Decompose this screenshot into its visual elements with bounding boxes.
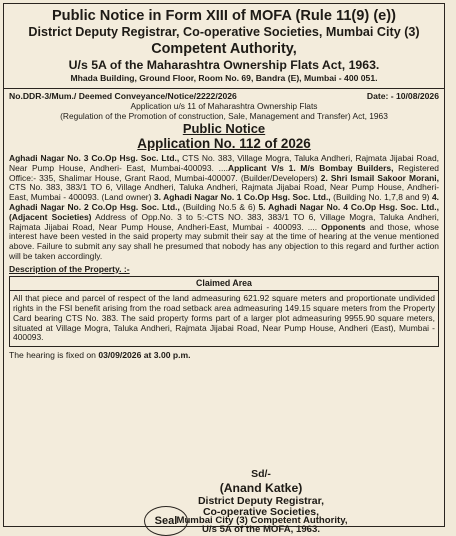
opponent-3: 3. Aghadi Nagar No. 1 Co.Op Hsg. Soc. Ltd.,	[153, 192, 331, 203]
header-line4: U/s 5A of the Maharashtra Ownership Flats Act, 1963.	[68, 57, 380, 72]
public-notice-title: Public Notice	[182, 121, 266, 136]
description-label: Description of the Property. :-	[9, 263, 130, 274]
claimed-area-heading: Claimed Area	[10, 277, 438, 291]
opponent-2-address: CTS No. 383, 383/1 TO 6, Village Andheri, Taluka Andheri, Rajmata Jijabai Road, Near Pump House, Andheri-East, Mumbai - 400093. (Land owner)	[9, 182, 439, 203]
reference-number: No.DDR-3/Mum./ Deemed Conveyance/Notice/2222/2026	[9, 90, 237, 101]
signatory-title2: Co-operative Societies,	[202, 506, 320, 518]
applicant-address: CTS No. 383, Village Mogra, Taluka Andheri, Rajmata Jijabai Road, Near Pump House, Andheri- East, Mumbai-400093. ....	[9, 153, 439, 173]
header-line2: District Deputy Registrar, Co-operative Societies, Mumbai City (3)	[28, 25, 420, 39]
signatory-title4: U/s 5A of the MOFA, 1963.	[202, 524, 320, 535]
opponent-4: 4. Aghadi Nagar No. 2 Co.Op Hsg. Soc. Ltd.,	[9, 192, 440, 212]
opponents-label: Opponents	[321, 221, 366, 232]
hearing-line	[4, 347, 444, 361]
header-line1: Public Notice in Form XIII of MOFA (Rule 11(9) (e))	[51, 8, 397, 24]
header-line3: Competent Authority,	[151, 40, 297, 57]
reference-line	[4, 89, 444, 102]
signatory-name: (Anand Katke)	[219, 481, 303, 495]
builder-address: Registered Office:- 335, Shalimar House, Grant Raod, Mumbai-400007. (Builder/Developers)	[9, 162, 439, 183]
notice-header	[4, 4, 444, 87]
signatory-title1: District Deputy Registrar,	[197, 495, 325, 507]
header-address: Mhada Building, Ground Floor, Room No. 69, Bandra (E), Mumbai - 400 051.	[70, 72, 378, 83]
notice-body	[4, 152, 444, 262]
regulation-line: (Regulation of the Promotion of construction, Sale, Management and Transfer) Act, 1963	[60, 111, 388, 121]
claimed-area-text: All that piece and parcel of respect of the land admeasuring 621.92 square meters and proportionate undivided rights in the FSI benefit arising from the road setback area admeasuring 149.15 square meters from the Property Card bearing CTS No. 383. The said property forms part of a larger plot admeasuring 9955.90 square meters, situated at Village Mogra, Taluka Andheri, Rajmata Jijabai Road, Near Pump House, Andheri (East), Mumbai - 400093.	[13, 293, 435, 343]
opponents-address: Address of Opp.No. 3 to 5:-CTS NO. 383, 383/1 TO 6, Village Mogra, Taluka Andheri, Rajmata Jijabai Road, Near Pump House, Andheri-East, Mumbai - 400093. ....	[9, 211, 439, 232]
notice-date: Date: - 10/08/2026	[366, 90, 439, 101]
application-number-title: Application No. 112 of 2026	[137, 136, 311, 151]
hearing-date-time: 03/09/2026 at 3.00 p.m.	[98, 350, 191, 361]
objection-text: and those, whose interest have been vested in the said property may submit their say at the time of hearing at the venue mentioned above. Failure to submit any say shall he presumed that nobody has any objection to this regard and further action will be taken accordingly.	[9, 221, 439, 261]
signatory-title3: Mumbai City (3) Competent Authority,	[176, 515, 348, 526]
opponent-3-buildings: (Building No. 1,7,8 and 9)	[330, 192, 432, 203]
application-line: Application u/s 11 of Maharashtra Ownership Flats	[130, 101, 318, 111]
signature-sd: Sd/-	[251, 468, 271, 480]
opponent-5: 5. Aghadi Nagar No. 4 Co.Op Hsg. Soc. Ltd., (Adjacent Societies)	[9, 201, 439, 222]
opponent-2: 2. Shri Ismail Sakoor Morani,	[320, 172, 439, 183]
seal-stamp: Seal	[144, 506, 188, 536]
claimed-area-box	[9, 276, 439, 347]
public-notice	[3, 3, 445, 527]
applicant-vs-label: Applicant V/s 1. M/s Bombay Builders,	[228, 162, 394, 173]
applicant-society: Aghadi Nagar No. 3 Co.Op Hsg. Soc. Ltd.,	[9, 153, 180, 163]
opponent-4-buildings: (Building No.5 & 6)	[179, 201, 259, 212]
hearing-prefix: The hearing is fixed on	[9, 350, 99, 361]
